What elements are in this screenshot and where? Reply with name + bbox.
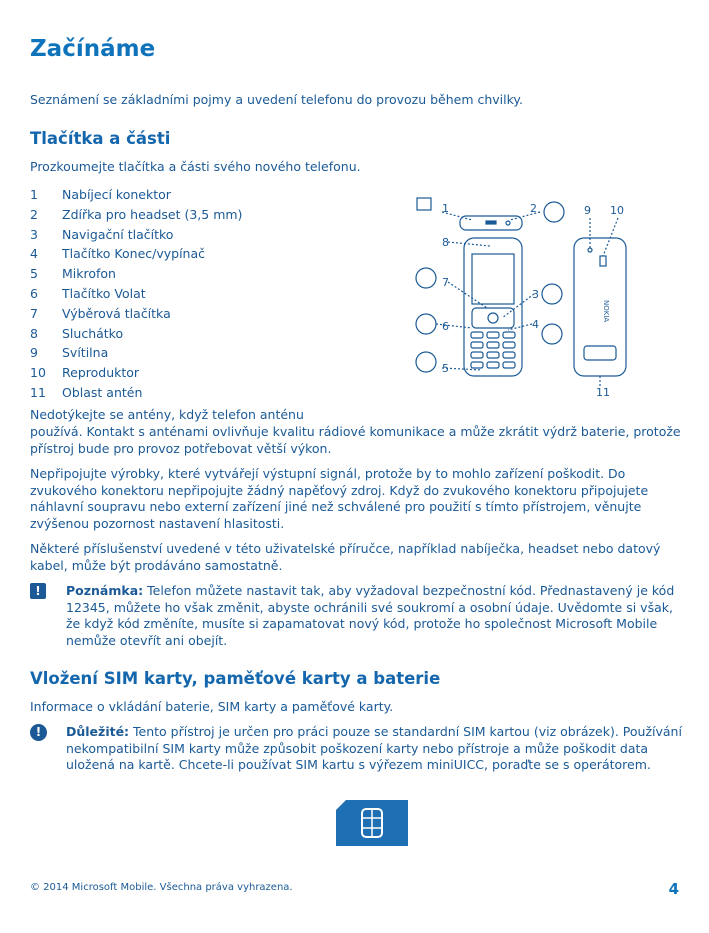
figure-label-5: 5 <box>442 362 449 375</box>
list-item: 1 Nabíjecí konektor <box>30 187 171 202</box>
antenna-text-2: používá. Kontakt s anténami ovlivňuje kvalitu rádiové komunikace a může zkrátit výdrž baterie, protože přístroj bude pro provoz potřebovat větší výkon. <box>30 424 681 456</box>
note-text: Poznámka: Telefon můžete nastavit tak, aby vyžadoval bezpečnostní kód. Přednastavený je kód 12345, můžete ho však změnit, abyste ochránili své soukromí a osobní údaje. Uvědomte si však, že když kód změníte, musíte si zapamatovat nový kód, protože ho společnost Microsoft Mobile nemůže otevřít ani obejít. <box>66 583 675 648</box>
figure-label-3: 3 <box>532 288 539 301</box>
figure-label-7: 7 <box>442 276 449 289</box>
sim-card-image <box>336 800 408 846</box>
list-item: 4 Tlačítko Konec/vypínač <box>30 246 206 262</box>
intro-text: Seznámení se základními pojmy a uvedení telefonu do provozu během chvilky. <box>30 92 523 107</box>
figure-label-6: 6 <box>442 320 449 333</box>
section2-lead: Informace o vkládání baterie, SIM karty a paměťové karty. <box>30 699 394 714</box>
section-lead: Prozkoumejte tlačítka a části svého nového telefonu. <box>30 159 361 174</box>
list-item: 6 Tlačítko Volat <box>30 285 146 301</box>
audio-warning-text: Nepřipojujte výrobky, které vytvářejí výstupní signál, protože by to mohlo zařízení poškodit. Do zvukového konektoru nepřipojujte žádný napěťový zdroj. Když do zvukového konektoru připojujete náhlavní soupravu nebo externí zařízení jiné než schválené pro použití s tímto přístrojem, věnujte zvýšenou pozornost nastavení hlasitosti. <box>30 466 649 531</box>
important-box <box>30 724 690 774</box>
figure-label-4: 4 <box>532 318 539 331</box>
page-number: 4 <box>668 880 679 898</box>
list-item: 3 Navigační tlačítko <box>30 226 174 242</box>
page-title: Začínáme <box>30 36 156 62</box>
figure-label-10: 10 <box>610 204 624 217</box>
list-item: 5 Mikrofon <box>30 266 116 282</box>
figure-label-9: 9 <box>584 204 591 217</box>
figure-label-8: 8 <box>442 236 449 249</box>
figure-label-2: 2 <box>530 202 537 215</box>
antenna-text-1: Nedotýkejte se antény, když telefon anténu <box>30 407 304 422</box>
parts-list <box>30 185 370 403</box>
exclamation-square-icon: ! <box>30 583 46 599</box>
phone-brand-text: NOKIA <box>602 300 610 323</box>
figure-label-1: 1 <box>442 202 449 215</box>
important-text: Důležité: Tento přístroj je určen pro práci pouze se standardní SIM kartou (viz obrázek). Používání nekompatibilní SIM karty může způsobit poškození karty nebo přístroje a může poškodit data uložená na kartě. Chcete-li používat SIM kartu s výřezem miniUICC, poraďte se s operátorem. <box>66 724 682 772</box>
section-heading-buttons: Tlačítka a části <box>30 129 171 148</box>
exclamation-circle-icon: ! <box>30 724 47 741</box>
accessories-text: Některé příslušenství uvedené v této uživatelské příručce, například nabíječka, headset nebo datový kabel, může být prodáváno samostatně. <box>30 541 661 573</box>
list-item: 8 Sluchátko <box>30 325 124 341</box>
list-item: 9 Svítilna <box>30 345 109 361</box>
list-item: 2 Zdířka pro headset (3,5 mm) <box>30 206 243 222</box>
list-item: 11 Oblast antén <box>30 384 143 400</box>
section-heading-sim: Vložení SIM karty, paměťové karty a baterie <box>30 669 441 688</box>
list-item: 7 Výběrová tlačítka <box>30 305 171 321</box>
phone-diagram <box>412 190 642 400</box>
list-item: 10 Reproduktor <box>30 365 140 381</box>
figure-label-11: 11 <box>596 386 610 399</box>
footer-copyright: © 2014 Microsoft Mobile. Všechna práva vyhrazena. <box>30 882 293 893</box>
note-box <box>30 583 690 649</box>
